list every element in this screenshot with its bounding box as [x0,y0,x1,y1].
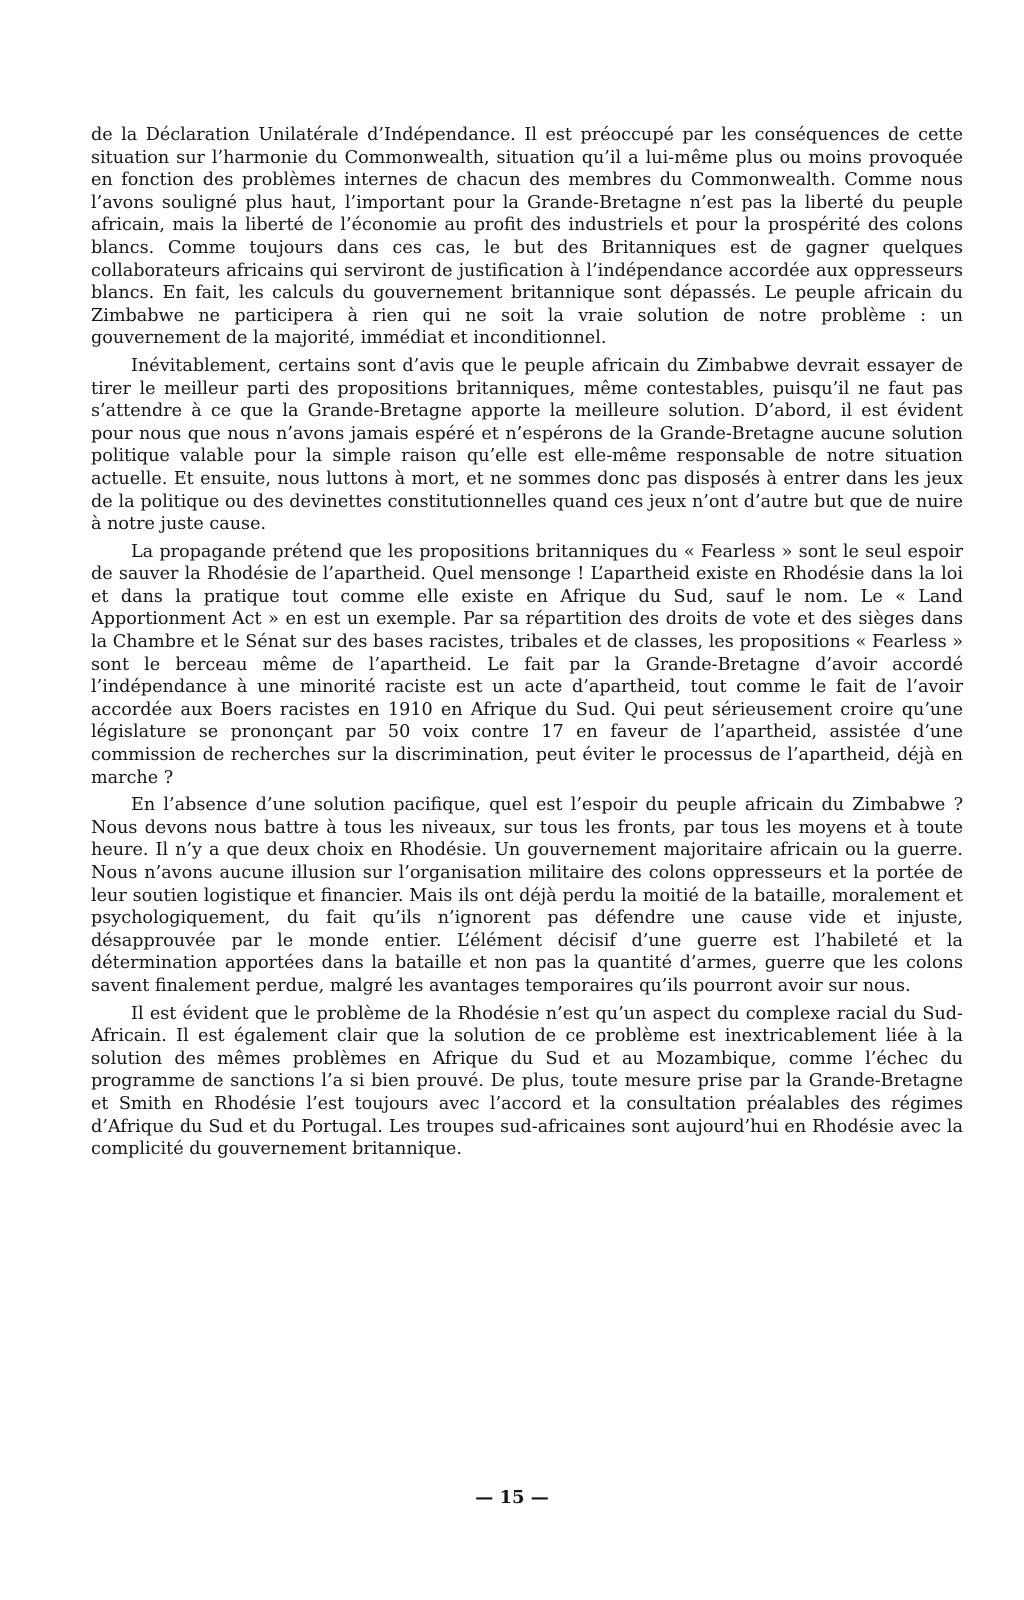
paragraph-2: Inévitablement, certains sont d’avis que le peuple africain du Zimbabwe devrait essayer de tirer le meilleur parti des propositions britanniques, même contestables, puisqu’il ne faut pas s’attendre à ce que la Grande-Bretagne apporte la meilleure solution. D’abord, il est évident pour nous que nous n’avons jamais espéré et n’espérons de la Grande-Bretagne aucune solution politique valable pour la simple raison qu’elle est elle-même responsable de notre situation actuelle. Et ensuite, nous luttons à mort, et ne sommes donc pas disposés à entrer dans les jeux de la politique ou des devinettes constitutionnelles quand ces jeux n’ont d’autre but que de nuire à notre juste cause. [91,355,963,535]
body-text [91,124,963,1161]
paragraph-4: En l’absence d’une solution pacifique, quel est l’espoir du peuple africain du Zimbabwe ? Nous devons nous battre à tous les niveaux, sur tous les fronts, par tous les moyens et à toute heure. Il n’y a que deux choix en Rhodésie. Un gouvernement majoritaire africain ou la guerre. Nous n’avons aucune illusion sur l’organisation militaire des colons oppresseurs et la portée de leur soutien logistique et financier. Mais ils ont déjà perdu la moitié de la bataille, moralement et psychologiquement, du fait qu’ils n’ignorent pas défendre une cause vide et injuste, désapprouvée par le monde entier. L’élément décisif d’une guerre est l’habileté et la détermination apportées dans la bataille et non pas la quantité d’armes, guerre que les colons savent finalement perdue, malgré les avantages temporaires qu’ils pourront avoir sur nous. [91,795,963,996]
paragraph-5: Il est évident que le problème de la Rhodésie n’est qu’un aspect du complexe racial du Sud-Africain. Il est également clair que la solution de ce problème est inextricablement liée à la solution des mêmes problèmes en Afrique du Sud et au Mozambique, comme l’échec du programme de sanctions l’a si bien prouvé. De plus, toute mesure prise par la Grande-Bretagne et Smith en Rhodésie l’est toujours avec l’accord et la consultation préalables des régimes d’Afrique du Sud et du Portugal. Les troupes sud-africaines sont aujourd’hui en Rhodésie avec la complicité du gouvernement britannique. [91,1003,963,1160]
paragraph-1: de la Déclaration Unilatérale d’Indépendance. Il est préoccupé par les conséquences de cette situation sur l’harmonie du Commonwealth, situation qu’il a lui-même plus ou moins provoquée en fonction des problèmes internes de chacun des membres du Commonwealth. Comme nous l’avons souligné plus haut, l’important pour la Grande-Bretagne n’est pas la liberté du peuple africain, mais la liberté de l’économie au profit des industriels et pour la prospérité des colons blancs. Comme toujours dans ces cas, le but des Britanniques est de gagner quelques collaborateurs africains qui serviront de justification à l’indépendance accordée aux oppresseurs blancs. En fait, les calculs du gouvernement britannique sont dépassés. Le peuple africain du Zimbabwe ne participera à rien qui ne soit la vraie solution de notre problème : un gouvernement de la majorité, immédiat et inconditionnel. [91,125,963,349]
page-number: — 15 — [475,1487,549,1508]
paragraph-3: La propagande prétend que les propositions britanniques du « Fearless » sont le seul espoir de sauver la Rhodésie de l’apartheid. Quel mensonge ! L’apartheid existe en Rhodésie dans la loi et dans la pratique tout comme elle existe en Afrique du Sud, sauf le nom. Le « Land Apportionment Act » en est un exemple. Par sa répartition des droits de vote et des sièges dans la Chambre et le Sénat sur des bases racistes, tribales et de classes, les propositions « Fearless » sont le berceau même de l’apartheid. Le fait par la Grande-Bretagne d’avoir accordé l’indépendance à une minorité raciste est un acte d’apartheid, tout comme le fait de l’avoir accordée aux Boers racistes en 1910 en Afrique du Sud. Qui peut sérieusement croire qu’une législature se prononçant par 50 voix contre 17 en faveur de l’apartheid, assistée d’une commission de recherches sur la discrimination, peut éviter le processus de l’apartheid, déjà en marche ? [91,541,963,788]
